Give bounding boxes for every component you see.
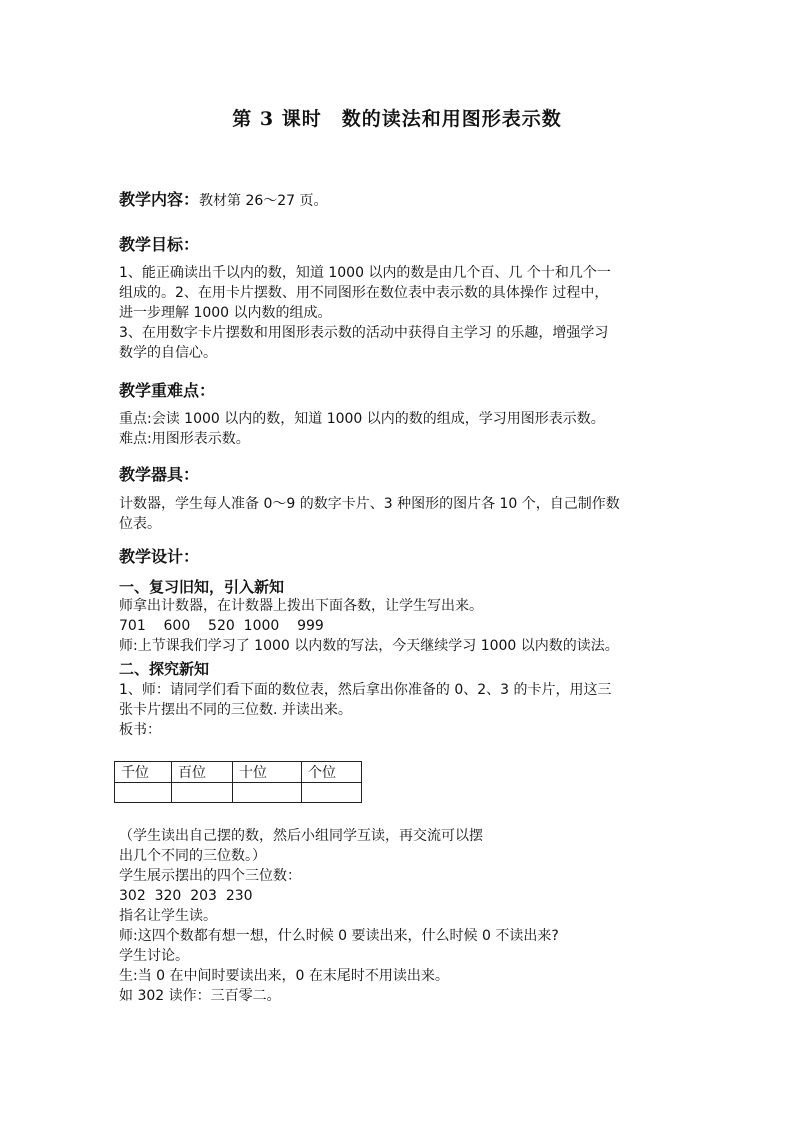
objectives-line: 进一步理解 1000 以内数的组成。 bbox=[119, 305, 332, 321]
after-table-line: 学生讨论。 bbox=[119, 948, 189, 964]
objectives-heading: 教学目标： bbox=[119, 235, 200, 254]
section2-line: 板书： bbox=[119, 722, 161, 738]
table-cell bbox=[115, 783, 172, 803]
table-cell bbox=[302, 783, 362, 803]
section2-line: 张卡片摆出不同的三位数. 并读出来。 bbox=[119, 702, 352, 718]
keypoints-heading: 教学重难点： bbox=[119, 381, 216, 400]
section1-heading: 一、复习旧知，引入新知 bbox=[119, 578, 285, 596]
objectives-line: 3、在用数字卡片摆数和用图形表示数的活动中获得自主学习 的乐趣，增强学习 bbox=[119, 325, 609, 341]
table-cell bbox=[172, 783, 233, 803]
section1-line: 701 600 520 1000 999 bbox=[119, 618, 324, 634]
table-row bbox=[115, 783, 362, 803]
place-value-table bbox=[114, 761, 362, 803]
objectives-line: 组成的。2、在用卡片摆数、用不同图形在数位表中表示数的具体操作 过程中， bbox=[119, 285, 609, 301]
tools-line: 计数器，学生每人准备 0～9 的数字卡片、3 种图形的图片各 10 个，自己制作数 bbox=[119, 496, 620, 512]
after-table-line: （学生读出自己摆的数，然后小组同学互读，再交流可以摆 bbox=[119, 828, 483, 844]
table-header-cell: 个位 bbox=[302, 762, 362, 783]
section1-line: 师拿出计数器，在计数器上拨出下面各数，让学生写出来。 bbox=[119, 598, 483, 614]
content-label: 教学内容： bbox=[119, 190, 200, 209]
table-header-cell: 十位 bbox=[233, 762, 302, 783]
design-heading: 教学设计： bbox=[119, 547, 200, 566]
keypoints-text bbox=[119, 409, 685, 449]
objectives-line: 1、能正确读出千以内的数，知道 1000 以内的数是由几个百、几 个十和几个一 bbox=[119, 265, 611, 281]
section1-text bbox=[119, 596, 685, 656]
keypoints-line: 重点:会读 1000 以内的数，知道 1000 以内的数的组成，学习用图形表示数。 bbox=[119, 411, 605, 427]
objectives-text bbox=[119, 263, 685, 363]
after-table-line: 302 320 203 230 bbox=[119, 888, 253, 904]
section2-heading: 二、探究新知 bbox=[119, 660, 210, 678]
table-header-cell: 千位 bbox=[115, 762, 172, 783]
section2-line: 1、师：请同学们看下面的数位表，然后拿出你准备的 0、2、3 的卡片，用这三 bbox=[119, 682, 612, 698]
tools-line: 位表。 bbox=[119, 516, 161, 532]
after-table-line: 指名让学生读。 bbox=[119, 908, 217, 924]
section1-line: 师:上节课我们学习了 1000 以内数的写法，今天继续学习 1000 以内数的读法。 bbox=[119, 638, 619, 654]
after-table-line: 学生展示摆出的四个三位数： bbox=[119, 868, 301, 884]
objectives-line: 数学的自信心。 bbox=[119, 345, 217, 361]
tools-text bbox=[119, 494, 685, 534]
after-table-line: 生:当 0 在中间时要读出来，0 在末尾时不用读出来。 bbox=[119, 968, 449, 984]
table-header-row bbox=[115, 762, 362, 783]
keypoints-line: 难点:用图形表示数。 bbox=[119, 431, 250, 447]
table-header-cell: 百位 bbox=[172, 762, 233, 783]
content-value: 教材第 26～27 页。 bbox=[199, 193, 328, 209]
page-title: 第 3 课时 数的读法和用图形表示数 bbox=[232, 108, 562, 130]
content-line bbox=[119, 190, 685, 211]
after-table-line: 出几个不同的三位数。） bbox=[119, 848, 266, 864]
after-table-text bbox=[119, 826, 685, 1006]
after-table-line: 师:这四个数都有想一想，什么时候 0 要读出来，什么时候 0 不读出来? bbox=[119, 928, 559, 944]
table-cell bbox=[233, 783, 302, 803]
tools-heading: 教学器具： bbox=[119, 465, 200, 484]
after-table-line: 如 302 读作：三百零二。 bbox=[119, 988, 281, 1004]
section2-text bbox=[119, 680, 685, 740]
